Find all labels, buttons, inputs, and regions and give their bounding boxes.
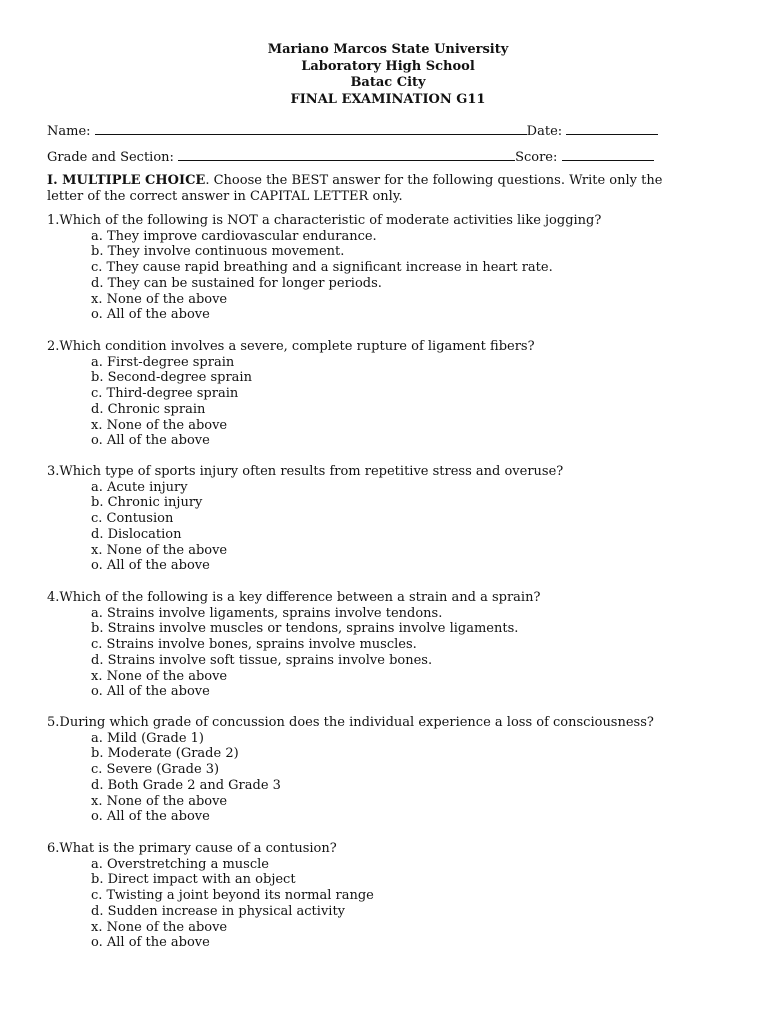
grade-score-row <box>47 148 654 166</box>
option-b: b. Chronic injury <box>91 495 203 511</box>
option-a: a. Mild (Grade 1) <box>91 730 205 746</box>
option-b: b. Strains involve muscles or tendons, sprains involve ligaments. <box>91 621 519 637</box>
option-a: a. Acute injury <box>91 479 188 495</box>
question-stem: 3.Which type of sports injury often results from repetitive stress and overuse? <box>47 464 564 479</box>
option-a: a. Overstretching a muscle <box>91 856 269 872</box>
option-b: b. Second-degree sprain <box>91 370 252 386</box>
option-b: b. They involve continuous movement. <box>91 244 345 260</box>
name-label: Name: <box>47 124 91 139</box>
date-blank[interactable] <box>566 122 658 135</box>
exam-header <box>0 42 768 108</box>
option-d: d. Chronic sprain <box>91 401 206 417</box>
option-b: b. Direct impact with an object <box>91 872 296 888</box>
question-6 <box>47 841 727 951</box>
options-list <box>47 229 727 323</box>
question-stem: 5.During which grade of concussion does the individual experience a loss of consciousness? <box>47 715 654 730</box>
grade-section-label: Grade and Section: <box>47 150 174 165</box>
option-x: x. None of the above <box>91 793 228 809</box>
option-x: x. None of the above <box>91 417 228 433</box>
question-stem: 6.What is the primary cause of a contusion? <box>47 841 337 856</box>
options-list <box>47 857 727 951</box>
school-name: Laboratory High School <box>301 58 475 74</box>
question-stem: 1.Which of the following is NOT a characteristic of moderate activities like jogging? <box>47 213 602 228</box>
date-label: Date: <box>526 124 563 139</box>
option-x: x. None of the above <box>91 291 228 307</box>
option-o: o. All of the above <box>91 684 210 700</box>
options-list <box>47 480 727 574</box>
exam-title: FINAL EXAMINATION G11 <box>290 91 486 107</box>
question-stem: 2.Which condition involves a severe, complete rupture of ligament fibers? <box>47 339 535 354</box>
option-d: d. Dislocation <box>91 526 182 542</box>
score-blank[interactable] <box>562 148 654 161</box>
options-list <box>47 606 727 700</box>
question-3 <box>47 464 727 574</box>
option-d: d. They can be sustained for longer periods. <box>91 275 382 291</box>
option-a: a. They improve cardiovascular endurance. <box>91 228 377 244</box>
grade-section-blank[interactable] <box>178 148 515 161</box>
option-d: d. Both Grade 2 and Grade 3 <box>91 777 281 793</box>
section-title: I. MULTIPLE CHOICE <box>47 173 206 188</box>
name-date-row <box>47 122 658 140</box>
option-c: c. Twisting a joint beyond its normal range <box>91 888 374 904</box>
question-4 <box>47 590 727 700</box>
option-c: c. Severe (Grade 3) <box>91 762 220 778</box>
option-o: o. All of the above <box>91 935 210 951</box>
options-list <box>47 731 727 825</box>
option-o: o. All of the above <box>91 558 210 574</box>
option-c: c. They cause rapid breathing and a significant increase in heart rate. <box>91 260 553 276</box>
option-d: d. Sudden increase in physical activity <box>91 903 346 919</box>
option-o: o. All of the above <box>91 809 210 825</box>
option-x: x. None of the above <box>91 919 228 935</box>
option-a: a. Strains involve ligaments, sprains involve tendons. <box>91 605 443 621</box>
city-name: Batac City <box>350 75 426 90</box>
question-2 <box>47 339 727 449</box>
option-a: a. First-degree sprain <box>91 354 235 370</box>
option-c: c. Contusion <box>91 511 174 527</box>
question-1 <box>47 213 727 323</box>
instructions-text: . Choose the BEST answer for the following questions. Write only the letter of the correct answer in CAPITAL LETTER only. <box>47 173 663 204</box>
option-x: x. None of the above <box>91 542 228 558</box>
options-list <box>47 355 727 449</box>
option-b: b. Moderate (Grade 2) <box>91 746 239 762</box>
option-c: c. Strains involve bones, sprains involve muscles. <box>91 637 417 653</box>
question-5 <box>47 715 727 825</box>
option-o: o. All of the above <box>91 307 210 323</box>
option-c: c. Third-degree sprain <box>91 386 239 402</box>
score-label: Score: <box>515 150 558 165</box>
option-x: x. None of the above <box>91 668 228 684</box>
instructions <box>47 173 697 204</box>
question-stem: 4.Which of the following is a key difference between a strain and a sprain? <box>47 590 541 605</box>
name-blank[interactable] <box>95 122 527 135</box>
university-name: Mariano Marcos State University <box>267 42 509 57</box>
option-o: o. All of the above <box>91 433 210 449</box>
option-d: d. Strains involve soft tissue, sprains involve bones. <box>91 652 433 668</box>
